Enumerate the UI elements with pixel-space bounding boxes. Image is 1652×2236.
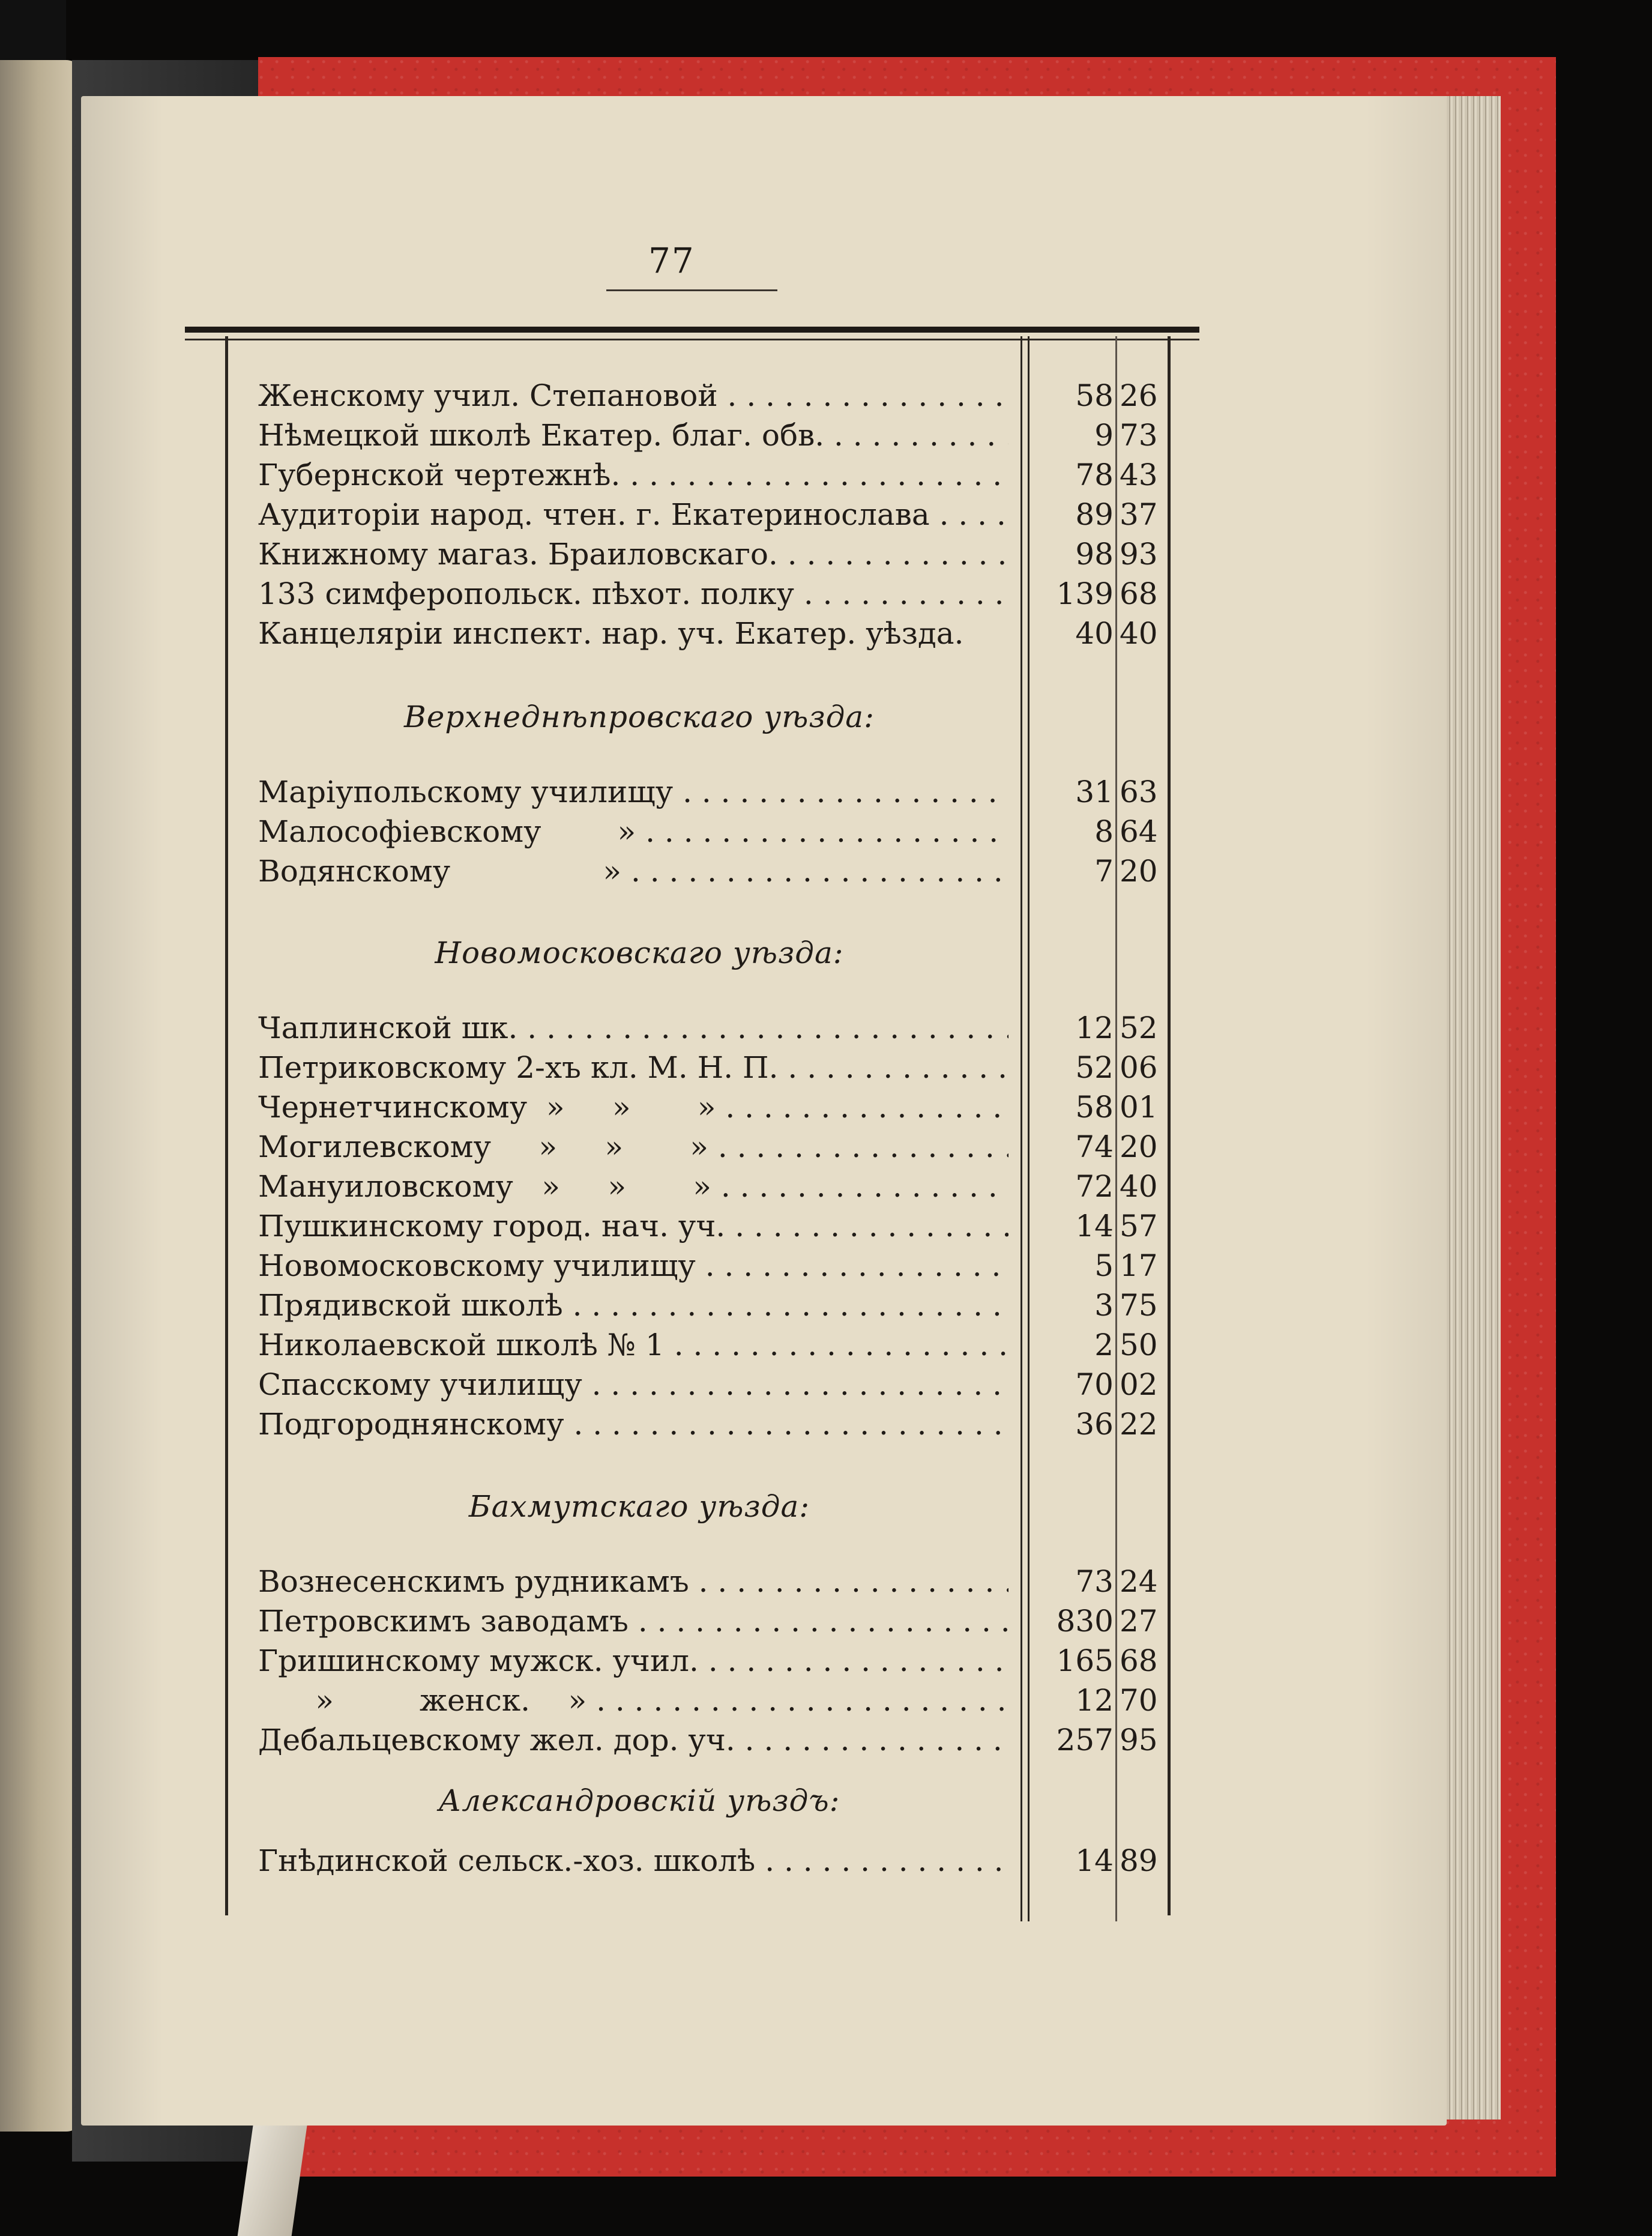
table-row <box>258 616 1168 656</box>
row-name: Аудиторіи народ. чтен. г. Екатеринослава . . . <box>258 497 1008 532</box>
row-kopecks: 40 <box>1120 1169 1158 1204</box>
row-name: Книжному магаз. Браиловскаго. . . . <box>258 537 1008 572</box>
table-row <box>258 1564 1168 1604</box>
table-right-border <box>1168 336 1171 1915</box>
table-row <box>258 537 1168 576</box>
row-kopecks: 68 <box>1120 576 1158 611</box>
row-name: Канцеляріи инспект. нар. уч. Екатер. уѣзда. <box>258 616 964 651</box>
table-top-rule <box>185 327 1199 333</box>
row-kopecks: 17 <box>1120 1248 1158 1283</box>
background-corner <box>0 0 66 66</box>
table-row <box>258 775 1168 814</box>
row-kopecks: 27 <box>1120 1604 1158 1639</box>
row-name: Нѣмецкой школѣ Екатер. благ. обв. . . . <box>258 418 1008 453</box>
row-name: Чаплинской шк. . . . <box>258 1011 1008 1045</box>
row-kopecks: 22 <box>1120 1407 1158 1442</box>
table-row <box>258 1843 1168 1883</box>
row-name: Гришинскому мужск. учил. . . . <box>258 1643 1008 1678</box>
page-stack-edge <box>1441 96 1501 2120</box>
page-number: 77 <box>648 240 695 281</box>
section-heading <box>258 700 1020 734</box>
row-name: Петриковскому 2-хъ кл. М. Н. П. . . . <box>258 1050 1008 1085</box>
row-rubles: 78 <box>1075 458 1114 492</box>
row-kopecks: 02 <box>1120 1367 1158 1402</box>
row-rubles: 12 <box>1075 1683 1114 1718</box>
row-kopecks: 75 <box>1120 1288 1158 1323</box>
row-kopecks: 01 <box>1120 1090 1158 1125</box>
table-row <box>258 1011 1168 1050</box>
row-name: 133 симферопольск. пѣхот. полку . . . <box>258 576 1008 611</box>
row-name: Малософіевскому » . . . <box>258 814 1008 849</box>
row-kopecks: 68 <box>1120 1643 1158 1678</box>
row-rubles: 74 <box>1075 1129 1114 1164</box>
row-kopecks: 20 <box>1120 1129 1158 1164</box>
row-name: Пушкинскому город. нач. уч. . . . <box>258 1209 1008 1243</box>
section-heading-text: Бахмутскаго уѣзда: <box>468 1489 810 1524</box>
row-rubles: 73 <box>1075 1564 1114 1599</box>
row-rubles: 98 <box>1075 537 1114 572</box>
row-rubles: 36 <box>1075 1407 1114 1442</box>
section-heading <box>258 1489 1020 1524</box>
row-kopecks: 63 <box>1120 775 1158 809</box>
row-name: Подгороднянскому . . . <box>258 1407 1008 1442</box>
section-heading <box>258 1783 1020 1818</box>
row-rubles: 830 <box>1056 1604 1114 1639</box>
row-kopecks: 37 <box>1120 497 1158 532</box>
row-kopecks: 52 <box>1120 1011 1158 1045</box>
page-number-rule <box>606 289 777 291</box>
row-kopecks: 26 <box>1120 378 1158 413</box>
row-kopecks: 50 <box>1120 1328 1158 1362</box>
row-name: Чернетчинскому » » » . . . <box>258 1090 1008 1125</box>
table-top-rule-thin <box>185 339 1199 340</box>
row-name: Прядивской школѣ . . . <box>258 1288 1008 1323</box>
section-heading-text: Александровскій уѣздъ: <box>438 1783 840 1818</box>
row-kopecks: 64 <box>1120 814 1158 849</box>
row-name: Маріупольскому училищу . . . <box>258 775 1008 809</box>
row-kopecks: 43 <box>1120 458 1158 492</box>
row-rubles: 5 <box>1094 1248 1114 1283</box>
row-kopecks: 95 <box>1120 1723 1158 1757</box>
row-rubles: 12 <box>1075 1011 1114 1045</box>
row-kopecks: 20 <box>1120 854 1158 889</box>
table-row <box>258 1169 1168 1209</box>
row-kopecks: 40 <box>1120 616 1158 651</box>
row-rubles: 139 <box>1056 576 1114 611</box>
table-row <box>258 1683 1168 1723</box>
row-rubles: 14 <box>1075 1843 1114 1878</box>
section-heading-text: Новомосковскаго уѣзда: <box>435 935 844 970</box>
row-kopecks: 24 <box>1120 1564 1158 1599</box>
row-rubles: 165 <box>1056 1643 1114 1678</box>
table-row <box>258 418 1168 458</box>
table-left-border <box>225 336 228 1915</box>
row-name: Женскому учил. Степановой . . . <box>258 378 1008 413</box>
row-kopecks: 57 <box>1120 1209 1158 1243</box>
row-rubles: 7 <box>1094 854 1114 889</box>
table-row <box>258 1129 1168 1169</box>
table-row <box>258 1643 1168 1683</box>
row-name: Дебальцевскому жел. дор. уч. . . . <box>258 1723 1008 1757</box>
row-name: Могилевскому » » » . . . <box>258 1129 1008 1164</box>
row-kopecks: 89 <box>1120 1843 1158 1878</box>
row-rubles: 257 <box>1056 1723 1114 1757</box>
row-rubles: 2 <box>1094 1328 1114 1362</box>
row-kopecks: 70 <box>1120 1683 1158 1718</box>
row-name: Гнѣдинской сельск.-хоз. школѣ . . . <box>258 1843 1008 1878</box>
table-row <box>258 497 1168 537</box>
row-rubles: 31 <box>1075 775 1114 809</box>
table-row <box>258 814 1168 854</box>
table-row <box>258 1248 1168 1288</box>
row-rubles: 58 <box>1075 378 1114 413</box>
table-row <box>258 576 1168 616</box>
table-row <box>258 854 1168 893</box>
table-row <box>258 458 1168 497</box>
row-name: Водянскому » . . . <box>258 854 1008 889</box>
row-name: Новомосковскому училищу . . . <box>258 1248 1008 1283</box>
table-row <box>258 1604 1168 1643</box>
table-row <box>258 378 1168 418</box>
row-rubles: 58 <box>1075 1090 1114 1125</box>
table-row <box>258 1209 1168 1248</box>
row-rubles: 40 <box>1075 616 1114 651</box>
row-kopecks: 73 <box>1120 418 1158 453</box>
row-name: Вознесенскимъ рудникамъ . . . <box>258 1564 1008 1599</box>
table-row <box>258 1050 1168 1090</box>
table-row <box>258 1288 1168 1328</box>
row-name: Спасскому училищу . . . <box>258 1367 1008 1402</box>
row-rubles: 14 <box>1075 1209 1114 1243</box>
row-name: Петровскимъ заводамъ . . . <box>258 1604 1008 1639</box>
row-kopecks: 93 <box>1120 537 1158 572</box>
table-row <box>258 1723 1168 1762</box>
table-row <box>258 1367 1168 1407</box>
row-rubles: 70 <box>1075 1367 1114 1402</box>
row-rubles: 9 <box>1094 418 1114 453</box>
row-name: Мануиловскому » » » . . . <box>258 1169 1008 1204</box>
left-page-edge <box>0 60 84 2132</box>
table-row <box>258 1407 1168 1446</box>
section-heading-text: Верхнеднѣпровскаго уѣзда: <box>404 700 875 734</box>
table-row <box>258 1090 1168 1129</box>
table-row <box>258 1328 1168 1367</box>
row-name: Николаевской школѣ № 1 . . . <box>258 1328 1008 1362</box>
row-rubles: 72 <box>1075 1169 1114 1204</box>
row-rubles: 89 <box>1075 497 1114 532</box>
row-rubles: 8 <box>1094 814 1114 849</box>
row-name: » женск. » . . . <box>258 1683 1008 1718</box>
row-rubles: 52 <box>1075 1050 1114 1085</box>
row-name: Губернской чертежнѣ. . . . <box>258 458 1008 492</box>
section-heading <box>258 935 1020 970</box>
row-rubles: 3 <box>1094 1288 1114 1323</box>
row-kopecks: 06 <box>1120 1050 1158 1085</box>
